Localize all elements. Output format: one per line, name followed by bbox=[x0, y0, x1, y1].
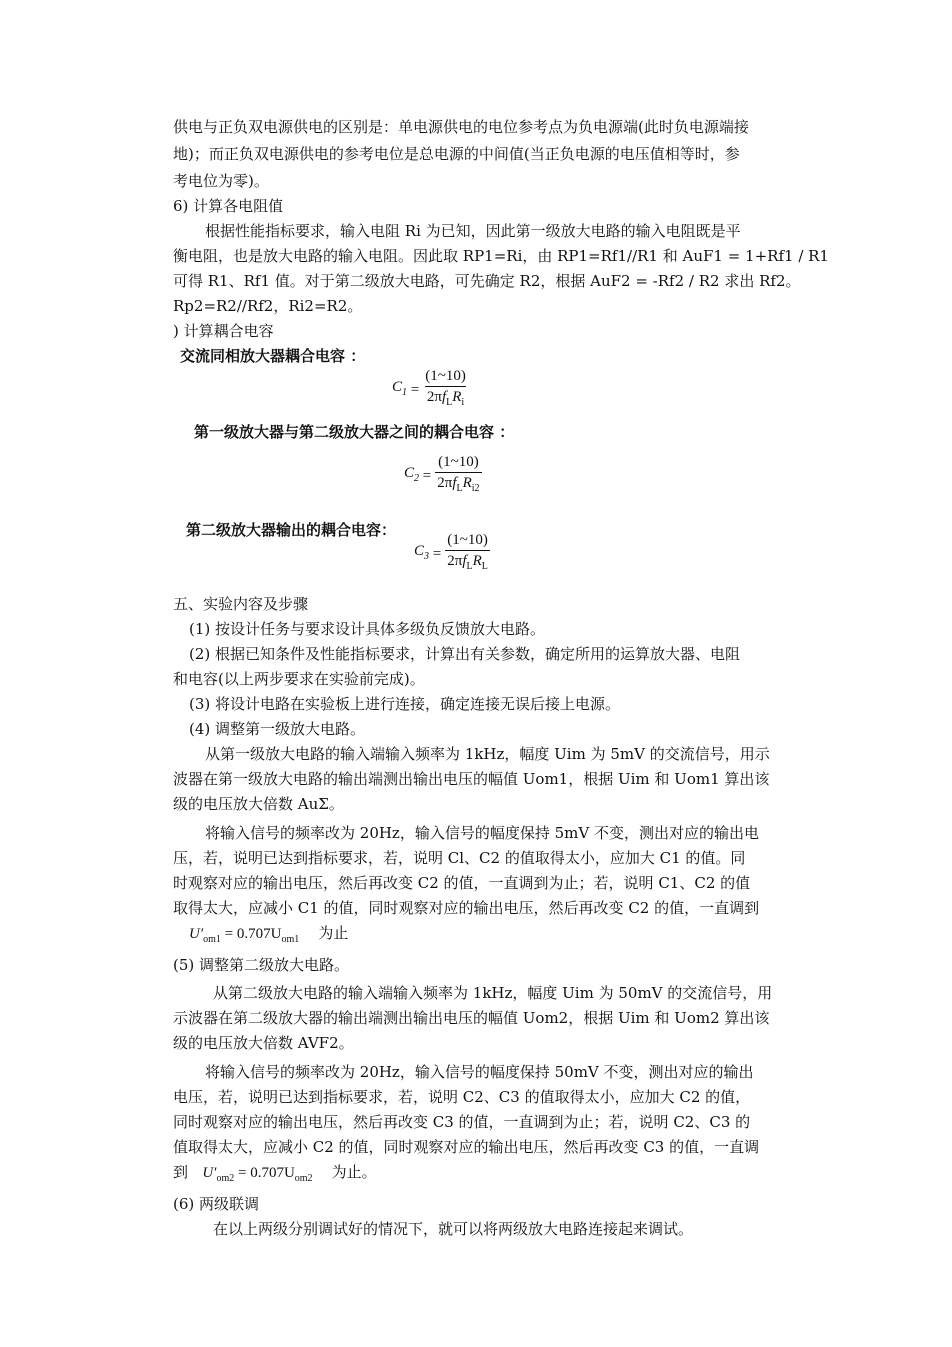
capacitor-heading-1: 交流同相放大器耦合电容 ： bbox=[180, 347, 366, 365]
formula-numerator: (1~10) bbox=[425, 368, 466, 384]
text-suffix: 为止 bbox=[318, 924, 349, 942]
text-line: (4) 调整第一级放大电路。 bbox=[189, 720, 366, 738]
text-line: 电压，若，说明已达到指标要求，若，说明 C2、C3 的值取得太小，应加大 C2 的值， bbox=[173, 1088, 751, 1106]
text-line: 可得 R1、Rf1 值。对于第二级放大电路，可先确定 R2，根据 AuF2 = -Rf2 / R2 求出 Rf2。 bbox=[173, 272, 801, 290]
formula-symbol: $C_1$ bbox=[392, 378, 408, 398]
text-line: 和电容(以上两步要求在实验前完成)。 bbox=[173, 670, 425, 688]
text-suffix: 为止。 bbox=[331, 1163, 377, 1181]
text-line: 将输入信号的频率改为 20Hz，输入信号的幅度保持 5mV 不变，测出对应的输出电 bbox=[205, 824, 759, 842]
text-column bbox=[173, 592, 813, 1241]
text-line: Rp2=R2//Rf2，Ri2=R2。 bbox=[173, 297, 363, 315]
formula-fraction bbox=[445, 530, 490, 577]
text-line: (1) 按设计任务与要求设计具体多级负反馈放大电路。 bbox=[189, 620, 546, 638]
formula-symbol: $C_2$ bbox=[404, 464, 420, 484]
section-heading: ) 计算耦合电容 bbox=[173, 322, 274, 340]
text-line: 级的电压放大倍数 AuΣ。 bbox=[173, 795, 344, 813]
capacitor-heading-2: 第一级放大器与第二级放大器之间的耦合电容 ： bbox=[194, 423, 515, 441]
text-column bbox=[173, 115, 829, 343]
formula-denominator: $2\pi f_LR_{i2}$ bbox=[435, 472, 481, 499]
text-line: 波器在第一级放大电路的输出端测出输出电压的幅值 Uom1，根据 Uim 和 Uom1 算出该 bbox=[173, 770, 770, 788]
formula-equals: = bbox=[429, 545, 442, 562]
formula-equals: = bbox=[407, 381, 420, 398]
formula-u1: $U'_{om1} = 0.707U_{om1}$ bbox=[189, 926, 300, 945]
formula-denominator: $2\pi f_LR_i$ bbox=[425, 386, 466, 413]
text-line: 示波器在第二级放大器的输出端测出输出电压的幅值 Uom2，根据 Uim 和 Uom2 算出该 bbox=[173, 1009, 770, 1027]
text-line bbox=[173, 1160, 813, 1191]
text-line: 供电与正负双电源供电的区别是：单电源供电的电位参考点为负电源端(此时负电源端接 bbox=[173, 118, 749, 136]
capacitor-heading-3: 第二级放大器输出的耦合电容： bbox=[186, 521, 397, 539]
text-line: 从第二级放大电路的输入端输入频率为 1kHz，幅度 Uim 为 50mV 的交流信号，用 bbox=[213, 984, 773, 1002]
text-line: 从第一级放大电路的输入端输入频率为 1kHz，幅度 Uim 为 5mV 的交流信号，用示 bbox=[205, 745, 770, 763]
text-line: 在以上两级分别调试好的情况下，就可以将两级放大电路连接起来调试。 bbox=[213, 1220, 694, 1238]
text-line: 取得太大，应减小 C1 的值，同时观察对应的输出电压，然后再改变 C2 的值，一直调到 bbox=[173, 899, 760, 917]
text-line: 值取得太大，应减小 C2 的值，同时观察对应的输出电压，然后再改变 C3 的值，一直调 bbox=[173, 1138, 760, 1156]
text-prefix: 到 bbox=[173, 1163, 189, 1181]
text-line: (2) 根据已知条件及性能指标要求，计算出有关参数，确定所用的运算放大器、电阻 bbox=[189, 645, 741, 663]
section-heading: 6) 计算各电阻值 bbox=[173, 197, 284, 215]
text-line: 衡电阻，也是放大电路的输入电阻。因此取 RP1=Ri，由 RP1=Rf1//R1 和 AuF1 = 1+Rf1 / R1 bbox=[173, 247, 829, 265]
text-line: (3) 将设计电路在实验板上进行连接，确定连接无误后接上电源。 bbox=[189, 695, 621, 713]
formula-u2: $U'_{om2} = 0.707U_{om2}$ bbox=[202, 1165, 313, 1184]
formula-c2 bbox=[404, 452, 482, 499]
text-line bbox=[173, 921, 813, 952]
text-line: 考电位为零)。 bbox=[173, 172, 269, 190]
text-line: 时观察对应的输出电压，然后再改变 C2 的值，一直调到为止；若，说明 C1、C2 的值 bbox=[173, 874, 751, 892]
formula-fraction bbox=[435, 452, 481, 499]
text-line: 根据性能指标要求，输入电阻 Ri 为已知，因此第一级放大电路的输入电阻既是平 bbox=[205, 222, 741, 240]
formula-denominator: $2\pi f_LR_L$ bbox=[445, 550, 490, 577]
text-line: 同时观察对应的输出电压，然后再改变 C3 的值，一直调到为止；若，说明 C2、C3 的 bbox=[173, 1113, 751, 1131]
formula-c3 bbox=[414, 530, 490, 577]
formula-symbol: $C_3$ bbox=[414, 542, 430, 562]
formula-fraction bbox=[423, 366, 468, 413]
formula-numerator: (1~10) bbox=[447, 532, 488, 548]
text-line: 压，若，说明已达到指标要求，若，说明 Cl、C2 的值取得太小，应加大 C1 的值。同 bbox=[173, 849, 746, 867]
text-line: 级的电压放大倍数 AVF2。 bbox=[173, 1034, 354, 1052]
formula-numerator: (1~10) bbox=[438, 454, 479, 470]
formula-equals: = bbox=[419, 467, 432, 484]
text-line: 地)；而正负双电源供电的参考电位是总电源的中间值(当正负电源的电压值相等时，参 bbox=[173, 145, 740, 163]
section-heading: 五、实验内容及步骤 bbox=[173, 595, 309, 613]
section-heading: (5) 调整第二级放大电路。 bbox=[173, 956, 350, 974]
text-line: 将输入信号的频率改为 20Hz，输入信号的幅度保持 50mV 不变，测出对应的输出 bbox=[205, 1063, 754, 1081]
formula-c1 bbox=[392, 366, 468, 413]
section-heading: (6) 两级联调 bbox=[173, 1195, 260, 1213]
